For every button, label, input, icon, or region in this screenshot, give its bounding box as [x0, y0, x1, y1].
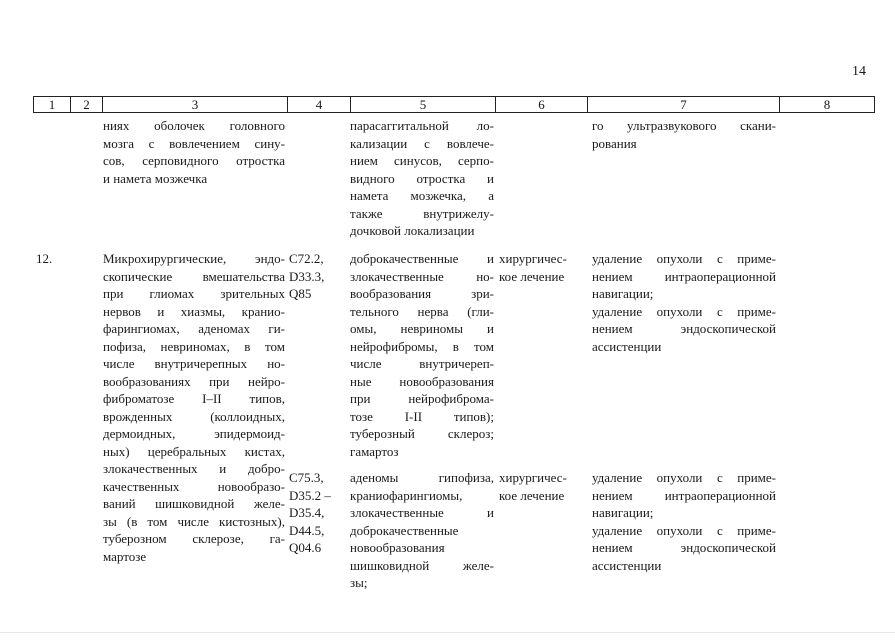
icd-codes-b: [289, 469, 331, 557]
text-line: нением интраоперационной: [592, 487, 776, 503]
text-line: кое лечение: [499, 487, 565, 503]
text-line: нением интраоперационной: [592, 268, 776, 284]
treatment-type-b: [499, 469, 567, 504]
text-line: и намета мозжечка: [103, 170, 208, 186]
text-line: при нейрофиброма-: [350, 391, 494, 406]
text-line: мартозе: [103, 548, 147, 564]
icd-codes-a: [289, 250, 324, 303]
text-line: фиброматозе I–II типов,: [103, 391, 285, 406]
text-line: Микрохирургические, эндо-: [103, 251, 285, 266]
text-line: зы (в том числе кистозных),: [103, 513, 285, 529]
text-line: парасаггитальной ло-: [350, 118, 494, 133]
text-line: нением эндоскопической: [592, 540, 776, 555]
text-line: ные новообразования: [350, 373, 494, 389]
text-line: сов, серповидного отростка: [103, 153, 285, 168]
text-line: удаление опухоли с приме-: [592, 522, 776, 538]
treatment-method-b: [592, 469, 776, 574]
text-line: навигации;: [592, 286, 654, 301]
text-line: злокачественные и: [350, 505, 494, 520]
text-line: кое лечение: [499, 268, 565, 284]
text-line: пофиза, невриномах, в том: [103, 338, 285, 354]
text-line: злокачественные но-: [350, 268, 494, 284]
scan-edge: [0, 632, 895, 633]
text-line: D35.4,: [289, 505, 325, 520]
text-line: аденомы гипофиза,: [350, 470, 494, 485]
text-line: D33.3,: [289, 268, 325, 284]
text-line: качественных новообразо-: [103, 478, 285, 494]
text-line: шишковидной желе-: [350, 557, 494, 573]
text-line: краниофарингиомы,: [350, 487, 463, 503]
text-line: вообразования зри-: [350, 286, 494, 301]
text-line: зы;: [350, 575, 368, 590]
text-line: дермоидных, эпидермоид-: [103, 426, 285, 441]
continuation-col3: [103, 117, 285, 187]
intervention-description: [103, 250, 285, 565]
text-line: видного отростка и: [350, 170, 494, 186]
text-line: скопические вмешательства: [103, 268, 285, 284]
text-line: C72.2,: [289, 251, 324, 266]
text-line: мозга с вовлечением сину-: [103, 135, 285, 151]
text-line: доброкачественные и: [350, 251, 494, 266]
text-line: врожденных (коллоидных,: [103, 408, 285, 424]
text-line: ваний шишковидной желе-: [103, 496, 285, 511]
text-line: нервов и хиазмы, кранио-: [103, 303, 285, 319]
diagnosis-a: [350, 250, 494, 460]
text-line: ниях оболочек головного: [103, 118, 285, 133]
text-line: нейрофибромы, в том: [350, 338, 494, 354]
header-col-1: 1: [34, 97, 71, 112]
header-col-5: 5: [351, 97, 496, 112]
text-line: D35.2 –: [289, 487, 331, 503]
text-line: доброкачественные: [350, 522, 459, 538]
treatment-type-a: [499, 250, 567, 285]
text-line: туберозном склерозе, га-: [103, 531, 285, 546]
text-line: нением эндоскопической: [592, 321, 776, 336]
text-line: удаление опухоли с приме-: [592, 251, 776, 266]
header-col-7: 7: [588, 97, 780, 112]
text-line: при глиомах зрительных: [103, 286, 285, 301]
text-line: хирургичес-: [499, 251, 567, 266]
text-line: нием синусов, серпо-: [350, 153, 494, 168]
text-line: также внутрижелу-: [350, 205, 494, 221]
header-col-4: 4: [288, 97, 351, 112]
text-line: числе внутричереп-: [350, 356, 494, 371]
text-line: Q85: [289, 286, 312, 301]
text-line: рования: [592, 135, 637, 151]
text-line: удаление опухоли с приме-: [592, 303, 776, 319]
continuation-col5: [350, 117, 494, 240]
treatment-method-a: [592, 250, 776, 355]
diagnosis-b: [350, 469, 494, 592]
text-line: кализации с вовлече-: [350, 135, 494, 151]
text-line: гамартоз: [350, 443, 399, 459]
text-line: тозе I-II типов);: [350, 408, 494, 424]
continuation-col7: [592, 117, 776, 152]
text-line: дочковой локализации: [350, 223, 475, 238]
text-line: туберозный склероз;: [350, 426, 494, 441]
text-line: C75.3,: [289, 470, 324, 485]
text-line: ных) церебральных кистах,: [103, 443, 285, 459]
text-line: навигации;: [592, 505, 654, 520]
text-line: вообразованиях при нейро-: [103, 373, 285, 389]
header-col-8: 8: [823, 97, 831, 112]
text-line: злокачественных и добро-: [103, 461, 285, 476]
text-line: хирургичес-: [499, 470, 567, 485]
text-line: го ультразвукового скани-: [592, 118, 776, 133]
header-col-2: 2: [71, 97, 103, 112]
text-line: числе внутричерепных но-: [103, 356, 285, 371]
page-number: 14: [852, 64, 866, 79]
table-header-row: [33, 96, 875, 113]
text-line: D44.5,: [289, 522, 325, 538]
text-line: ассистенции: [592, 338, 662, 354]
text-line: омы, невриномы и: [350, 321, 494, 336]
text-line: фарингиомах, аденомах ги-: [103, 321, 285, 336]
header-col-6: 6: [496, 97, 588, 112]
text-line: новообразования: [350, 540, 445, 555]
header-col-3: 3: [103, 97, 288, 112]
text-line: намета мозжечка, а: [350, 188, 494, 203]
text-line: ассистенции: [592, 557, 662, 573]
text-line: Q04.6: [289, 540, 322, 555]
text-line: тельного нерва (гли-: [350, 303, 494, 319]
row-number: 12.: [36, 251, 53, 266]
text-line: удаление опухоли с приме-: [592, 470, 776, 485]
